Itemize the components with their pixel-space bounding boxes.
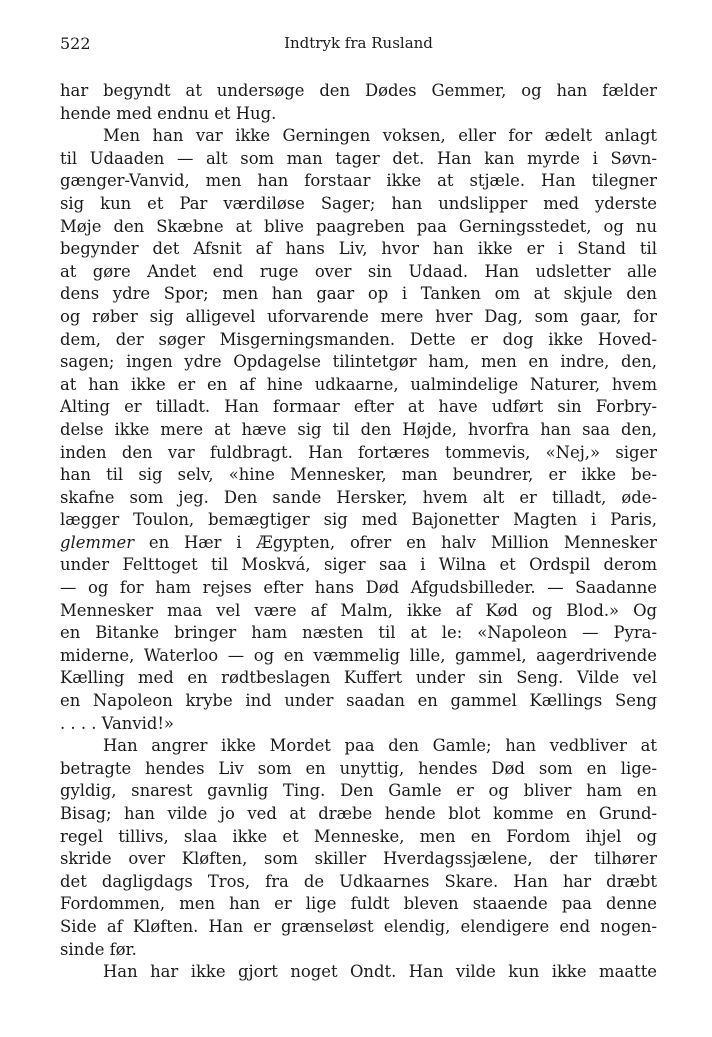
text-line: regel tillivs, slaa ikke et Menneske, men en Fordom ihjel og xyxy=(60,826,657,846)
text-line: Side af Kløften. Han er grænseløst elendig, elendigere end nogen- xyxy=(60,916,657,936)
paragraph xyxy=(60,125,657,735)
text-line: en Bitanke bringer ham næsten til at le: «Napoleon — Pyra- xyxy=(60,623,657,643)
text-line: at gøre Andet end ruge over sin Udaad. Han udsletter alle xyxy=(60,261,657,281)
text-line: Mennesker maa vel være af Malm, ikke af Kød og Blod.» Og xyxy=(60,600,657,620)
text-line: Men han var ikke Gerningen voksen, eller for ædelt anlagt xyxy=(103,126,657,146)
text-line: miderne, Waterloo — og en væmmelig lille, gammel, aagerdrivende xyxy=(60,645,657,665)
running-title: Indtryk fra Rusland xyxy=(284,34,433,52)
text-line: — og for ham rejses efter hans Død Afgudsbilleder. — Saadanne xyxy=(60,578,657,598)
text-line: skride over Kløften, som skiller Hverdagssjælene, der tilhører xyxy=(60,849,657,869)
text-line-italic-start: glemmer en Hær i Ægypten, ofrer en halv Million Mennesker xyxy=(60,532,657,552)
text-line: sinde før. xyxy=(60,939,137,959)
text-line: Fordommen, men han er lige fuldt bleven staaende paa denne xyxy=(60,894,657,914)
body-text xyxy=(60,80,657,984)
text-line: begynder det Afsnit af hans Liv, hvor han ikke er i Stand til xyxy=(60,239,657,259)
text-line: Kælling med en rødtbeslagen Kuffert under sin Seng. Vilde vel xyxy=(60,668,657,688)
text-line: har begyndt at undersøge den Dødes Gemmer, og han fælder xyxy=(60,81,657,100)
text-line: en Napoleon krybe ind under saadan en gammel Kællings Seng xyxy=(60,691,657,711)
text-line: . . . . Vanvid!» xyxy=(60,713,174,733)
text-line: Han har ikke gjort noget Ondt. Han vilde kun ikke maatte xyxy=(103,962,657,982)
text-line: skafne som jeg. Den sande Hersker, hvem alt er tilladt, øde- xyxy=(60,487,657,507)
text-line: at han ikke er en af hine udkaarne, ualmindelige Naturer, hvem xyxy=(60,374,657,394)
text-line: og røber sig alligevel uforvarende mere hver Dag, som gaar, for xyxy=(60,306,657,326)
text-line: lægger Toulon, bemægtiger sig med Bajonetter Magten i Paris, xyxy=(60,510,657,530)
paragraph xyxy=(60,735,657,961)
text-line: Møje den Skæbne at blive paagreben paa Gerningsstedet, og nu xyxy=(60,216,657,236)
text-line: delse ikke mere at hæve sig til den Højde, hvorfra han saa den, xyxy=(60,419,657,439)
text-line: hende med endnu et Hug. xyxy=(60,103,277,123)
page-header xyxy=(60,34,657,60)
text-line: Han angrer ikke Mordet paa den Gamle; han vedbliver at xyxy=(103,736,657,756)
text-line: Alting er tilladt. Han formaar efter at have udført sin Forbry- xyxy=(60,397,657,417)
text-line: gyldig, snarest gavnlig Ting. Den Gamle er og bliver ham en xyxy=(60,781,657,801)
page-number: 522 xyxy=(60,34,91,53)
text-line: sagen; ingen ydre Opdagelse tilintetgør ham, men en indre, den, xyxy=(60,352,657,372)
paragraph xyxy=(60,961,657,984)
text-line: gænger-Vanvid, men han forstaar ikke at stjæle. Han tilegner xyxy=(60,171,657,191)
text-line: han til sig selv, «hine Mennesker, man beundrer, er ikke be- xyxy=(60,465,657,485)
text-line: dem, der søger Misgerningsmanden. Dette er dog ikke Hoved- xyxy=(60,329,657,349)
book-page xyxy=(60,34,657,984)
text-line: til Udaaden — alt som man tager det. Han kan myrde i Søvn- xyxy=(60,148,657,168)
text-line: under Felttoget til Moskvá, siger saa i Wilna et Ordspil derom xyxy=(60,555,657,575)
paragraph xyxy=(60,80,657,125)
italic-word: glemmer xyxy=(60,532,135,552)
text-line: betragte hendes Liv som en unyttig, hendes Død som en lige- xyxy=(60,758,657,778)
text-line: sig kun et Par værdiløse Sager; han undslipper med yderste xyxy=(60,193,657,213)
text-line: Bisag; han vilde jo ved at dræbe hende blot komme en Grund- xyxy=(60,804,657,823)
text-line: inden den var fuldbragt. Han fortæres tommevis, «Nej,» siger xyxy=(60,442,657,462)
text-line: det dagligdags Tros, fra de Udkaarnes Skare. Han har dræbt xyxy=(60,871,657,891)
text-line: dens ydre Spor; men han gaar op i Tanken om at skjule den xyxy=(60,284,657,304)
